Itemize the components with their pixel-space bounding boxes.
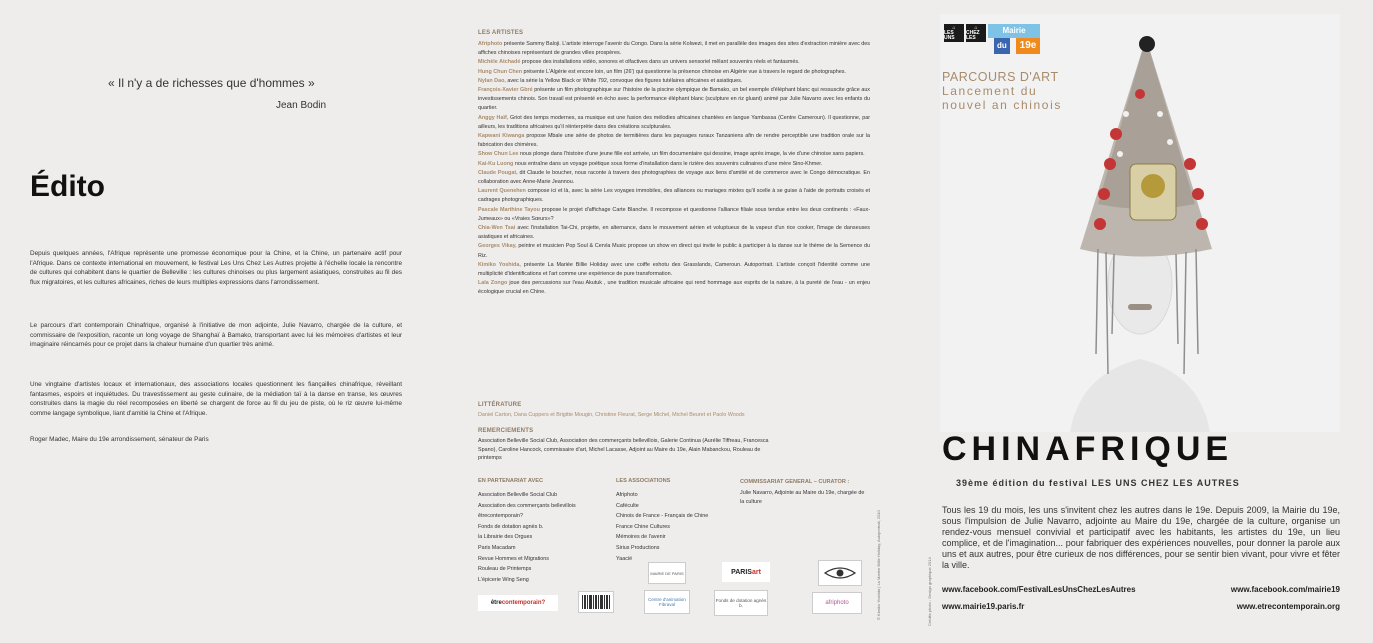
mairie19-logo: Mairie du 19e: [988, 24, 1040, 54]
lesuns-logo: ⌂ LES UNS: [944, 24, 964, 42]
artist-description: propose Mbale une série de photos de termitières dans les paysages ruraux Tanzaniens afin de rendre perceptible une tradition orale sur la fabrication des chimères.: [478, 133, 870, 149]
quote-author: Jean Bodin: [276, 100, 327, 111]
fibraval-logo: Centre d'animation Fibraval: [644, 590, 690, 614]
artist-entry: [478, 40, 870, 58]
artist-entry: [478, 206, 870, 224]
artist-description: joue des percussions sur l'eau Akutuk , une tradition musicale africaine qui rend hommage aux esprits de la nature, à la pureté de l'eau - un enjeu écologique crucial en Chine.: [478, 280, 871, 296]
artist-entry: [478, 114, 870, 132]
curator-title: COMMISSARIAT GENERAL – CURATOR :: [740, 479, 850, 485]
artist-name: Claude Pougat,: [478, 169, 518, 176]
list-item: Afriphoto: [616, 492, 638, 498]
artist-description: nous entraîne dans un voyage poétique sous forme d'installation dans le rizière des souvenirs culinaires d'une mère Sino-Khmer.: [514, 160, 823, 167]
artist-description: avec la série la Yellow Black or White 792, convoque des figures tutélaires africaines et asiatiques.: [507, 77, 743, 84]
mairie-website-link[interactable]: www.mairie19.paris.fr: [942, 602, 1025, 611]
list-item: Revue Hommes et Migrations: [478, 555, 550, 562]
main-title: CHINAFRIQUE: [942, 430, 1234, 468]
list-item: Rouleau de Printemps: [478, 566, 532, 573]
artist-name: Georges Vikay,: [478, 243, 517, 250]
edito-title: Édito: [30, 170, 105, 203]
design-credit: Crédits photo - Design graphique 2014: [927, 557, 932, 626]
list-item: Association des commerçants bellevillois: [478, 502, 576, 509]
artist-entry: [478, 150, 870, 159]
photo-credit: © Kimiko Yoshida | La Mariée Billie Holiday, Autoportrait, 2010: [876, 510, 881, 620]
artist-entry: [478, 58, 870, 67]
associations-title: LES ASSOCIATIONS: [616, 478, 671, 484]
artist-entry: [478, 132, 870, 150]
parisart-logo: PARIS art: [722, 562, 770, 582]
artist-entry: [478, 279, 870, 297]
subtitle: 39ème édition du festival LES UNS CHEZ LES AUTRES: [956, 478, 1240, 488]
artist-description: présente Sammy Baloji. L'artiste interroge l'avenir du Congo. Dans la série Kolwezi, il met en parallèle des images des sites d'extraction minière avec des affiches chinoises représentant de grandes villes prospères.: [478, 41, 870, 57]
list-item: Yaacië: [616, 555, 633, 562]
etrecontemporain-link[interactable]: www.etrecontemporain.org: [1236, 602, 1340, 611]
artist-description: présente un film photographique sur l'histoire de la piscine olympique de Bamako, un bel exemple d'éléphant blanc qui ressuscite grâce aux investissements chinois. Son travail est présenté en écho avec la performance éléphant blanc (sculpture en riz gluant) animé par Julie Navarro avec les enfants du quartier.: [478, 87, 871, 112]
artist-description: avec l'installation Tai-Chi, projette, en alternance, dans le mouvement aérien et voluptueux de la vapeur d'un rice cooker, l'image de danseuses asiatiques et africaines.: [478, 225, 870, 241]
edito-paragraph: Une vingtaine d'artistes locaux et internationaux, des associations locales questionnent les fiançailles chinafrique, réveillant fantasmes, espoirs et inquiétudes. Du travestissement au geste culinaire, de la médiation taï à la danse en transe, les œuvres construites dans la magie du réel recomposées en liberté se chargent de force au fil du jeu de piste, où le riz œuvre lui-même comme langage symbolique, liant d'amitié la Chine et l'Afrique.: [30, 381, 402, 417]
artist-entry: [478, 77, 870, 86]
artist-description: nous plonge dans l'histoire d'une jeune fille est arrivée, un film documentaire qui dessine, image après image, la vie d'une chinoise sans papiers.: [519, 151, 865, 158]
artist-name: Lala Zongo: [478, 280, 508, 287]
artist-entry: [478, 86, 870, 114]
cover-panel: [940, 0, 1373, 643]
list-item: Mémoires de l'avenir: [616, 534, 666, 541]
list-item: Caféculte: [616, 502, 639, 509]
literature-list: Daniel Carton, Dana Cuppers et Brigitte Mougin, Christine Fleurat, Serge Michel, Michel Beuret et Paolo Woods: [478, 412, 745, 418]
list-item: Paris Macadam: [478, 544, 516, 551]
artist-name: Nylan Dao,: [478, 77, 506, 84]
artist-name: Kai-Ku Luong: [478, 160, 514, 167]
artists-title: LES ARTISTES: [478, 30, 524, 36]
artist-name: Laurent Quenehen: [478, 188, 526, 195]
list-item: France Chine Cultures: [616, 523, 670, 530]
list-item: Sirius Productions: [616, 544, 660, 551]
thanks-title: REMERCIEMENTS: [478, 428, 534, 434]
artist-entry: [478, 242, 870, 260]
artist-entry: [478, 160, 870, 169]
artist-name: Michèle Atchadé: [478, 59, 521, 66]
partners-title: EN PARTENARIAT AVEC: [478, 478, 544, 484]
agnesb-fund-logo: Fonds de dotation agnès b.: [714, 590, 768, 616]
associations-list: [616, 490, 736, 564]
list-item: la Librairie des Orgues: [478, 534, 533, 541]
artist-description: propose des installations vidéo, sonores et olfactives dans un univers sensoriel mêlant souvenirs réels et fantasmés.: [521, 59, 800, 66]
artist-name: Pascale Marthine Tayou: [478, 206, 540, 213]
event-tagline: PARCOURS D'ART Lancement du nouvel an chinois: [942, 70, 1062, 112]
artist-entry: [478, 187, 870, 205]
mairie-paris-logo: MAIRIE DE PARIS: [648, 562, 686, 584]
list-item: êtrecontemporain?: [478, 513, 523, 520]
partners-list: [478, 490, 598, 585]
facebook-festival-link[interactable]: www.facebook.com/FestivalLesUnsChezLesAutres: [942, 585, 1136, 594]
edito-signature: Roger Madec, Maire du 19e arrondissement, sénateur de Paris: [30, 436, 209, 443]
artists-panel: [478, 0, 878, 643]
artist-name: Kapwani Kiwanga: [478, 133, 525, 140]
quote: « Il n'y a de richesses que d'hommes »: [108, 76, 315, 90]
intro-text: Tous les 19 du mois, les uns s'invitent chez les autres dans le 19e. Depuis 2009, la Mairie du 19e, sous l'impulsion de Julie Navarro, adjointe au Maire du 19e, chargée de la culture, organise un rendez-vous mensuel convivial et participatif avec les habitants, les artistes du 19e, un lieu complice, et de l'imagination... pour fabriquer des expériences nouvelles, pour donner la parole aux uns et aux autres, pour être curieux de nos différences, pour se sentir bien vivant, pour vivre et fêter la ville.: [942, 505, 1340, 570]
edito-paragraph: Depuis quelques années, l'Afrique représente une promesse économique pour la Chine, et la Chine, un partenaire actif pour l'Afrique. Dans ce contexte international en mouvement, le festival Les Uns Chez Les Autres projette à l'échelle locale la rencontre de cultures qui cohabitent dans le quartier de Belleville : les cultures chinoises ou plus largement asiatiques, construites au fil des flux migratoires, et les cultures africaines, riches de leurs multiples expressions dans l'arrondissement.: [30, 250, 402, 286]
artist-entry: [478, 261, 870, 279]
artist-name: François-Xavier Gbré: [478, 87, 533, 94]
eye-icon: [818, 560, 862, 586]
artist-entry: [478, 169, 870, 187]
partner-logos: [944, 24, 1040, 54]
artist-description: présente La Mariée Billie Holiday avec une coiffe exhotu des Grasslands, Cameroun. Autoportrait. L'artiste conçoit l'identité comme une multiplicité d'identifications et l'art comme une expérience de pure transformation.: [478, 261, 871, 278]
artist-entry: [478, 224, 870, 242]
edito-panel: [0, 0, 450, 643]
artist-name: Kimiko Yoshida,: [478, 261, 521, 268]
list-item: L'épicerie Wing Seng: [478, 576, 529, 583]
list-item: Association Belleville Social Club: [478, 492, 558, 498]
artist-name: Anggy Haïf,: [478, 114, 509, 121]
artist-description: présente L'Algérie est encore loin, un film (26') qui questionne la présence chinoise en Algérie vue à travers le regard de photographes.: [523, 68, 846, 75]
artist-name: Hung Chun Chen: [478, 68, 523, 75]
list-item: Fonds de dotation agnès b.: [478, 523, 544, 530]
artist-description: Griot des temps modernes, sa musique est une fusion des mélodies africaines chantées en langue Yambassa (Centre Cameroun). Il questionne, par ailleurs, les traditions africaines qu'il réinterprète dans des créations sculpturales.: [478, 114, 871, 130]
artist-name: Show Chun Lee: [478, 151, 519, 158]
artist-description: compose ici et là, avec la série Les voyages immobiles, des alliances ou mariages mixtes qu'il scelle à se guise à l'aide de portraits croisés et cadrages photographiques.: [478, 188, 870, 204]
facebook-mairie-link[interactable]: www.facebook.com/mairie19: [1230, 585, 1340, 594]
thanks-text: Association Belleville Social Club, Association des commerçants bellevillois, Galerie Continua (Aurélie Tiffreau, Francesca Spano), Caroline Hancock, commissaire d'art, Michel Lacasse, Adjoint au Maire du 19e, Alain Mabanckou, Rouleau de printemps: [478, 438, 769, 462]
literature-title: LITTÉRATURE: [478, 402, 522, 408]
edito-paragraph: Le parcours d'art contemporain Chinafrique, organisé à l'initiative de mon adjointe, Julie Navarro, chargée de la culture, et commissaire de l'exposition, raconte un long voyage de Shanghaï à Bamako, transportant avec lui les mémoires d'artistes et leur imaginaire réincarnés pour ce projet dans la chaleur humaine d'un quartier très animé.: [30, 322, 402, 349]
chezles-logo: ⌂ CHEZ LES: [966, 24, 986, 42]
artist-description: dit Claude le boucher, nous raconte à travers des photographies de voyage aux liens d'amitié et de commerce avec le Congo démocratique. En collaboration avec Anne-Marie Jeannou.: [478, 169, 870, 186]
artist-name: Afriphoto: [478, 41, 503, 47]
artists-list: [478, 40, 870, 298]
artist-description: propose le projet d'affichage Carte Blanche. Il recompose et questionne l'alliance filiale sous tendue entre les deux continents : «Faux- Jumeaux» ou «Vraies Sœurs»?: [478, 206, 870, 222]
artist-name: Chia-Wen Tsai: [478, 225, 516, 232]
curator-text: Julie Navarro, Adjointe au Maire du 19e, chargée de la culture: [740, 490, 865, 505]
etrecontemporain-logo: être contemporain ?: [478, 595, 558, 611]
list-item: Chinois de France - Français de Chine: [616, 513, 709, 520]
artist-entry: [478, 68, 870, 77]
barcode-logo: [578, 591, 614, 613]
artist-description: peintre et musicien Pop Soul & Cervla Music propose un show en direct qui invite le public à participer à la danse sur le thème de la Semence du Riz.: [478, 243, 870, 259]
afriphoto-logo: afriphoto: [812, 592, 862, 614]
